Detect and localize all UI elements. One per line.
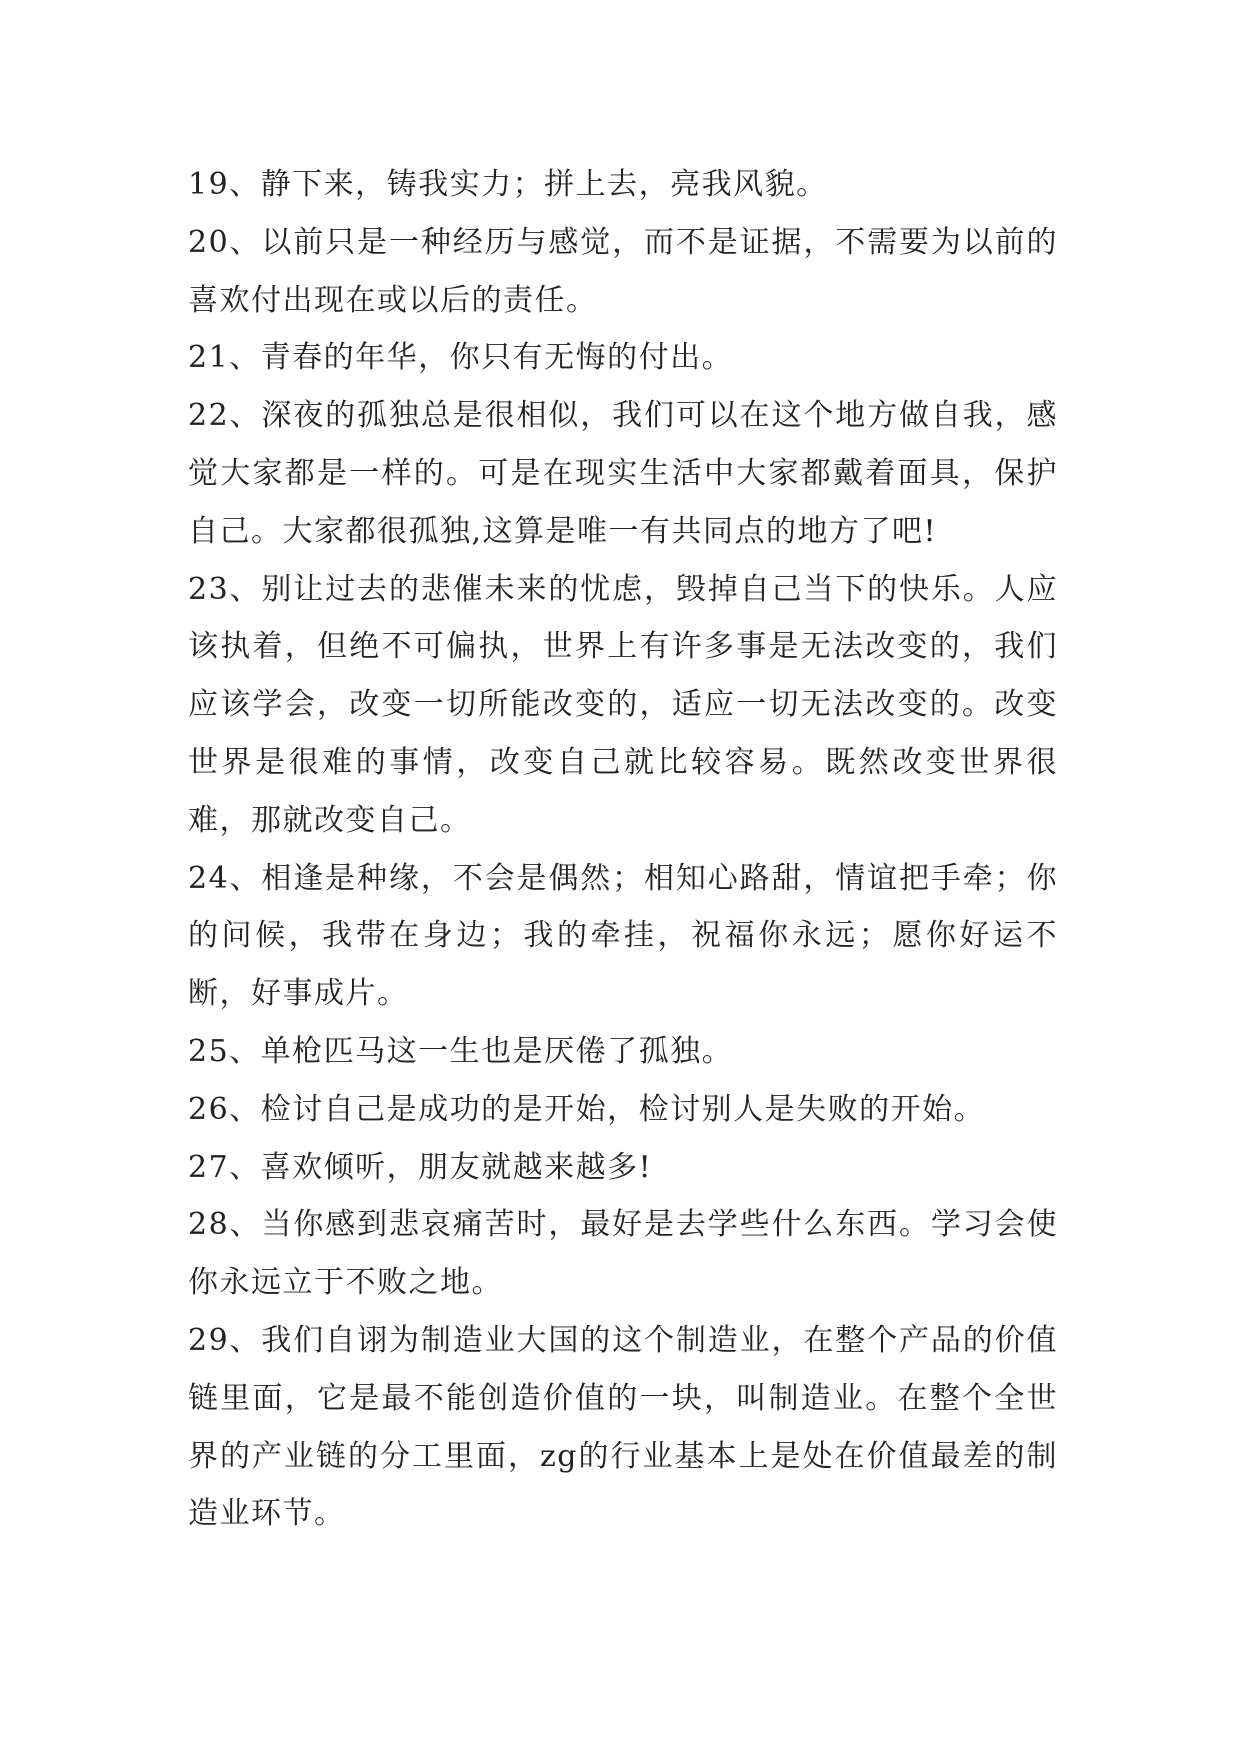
entry-20: 20、以前只是一种经历与感觉，而不是证据，不需要为以前的喜欢付出现在或以后的责任。 bbox=[188, 224, 1058, 318]
entry-25: 25、单枪匹马这一生也是厌倦了孤独。 bbox=[188, 1033, 734, 1069]
entry-27: 27、喜欢倾听，朋友就越来越多! bbox=[188, 1149, 653, 1185]
entry-26: 26、检讨自己是成功的是开始，检讨别人是失败的开始。 bbox=[188, 1091, 986, 1127]
entry-29: 29、我们自诩为制造业大国的这个制造业，在整个产品的价值链里面，它是最不能创造价值的一块，叫制造业。在整个全世界的产业链的分工里面，zg的行业基本上是处在价值最差的制造业环节。 bbox=[188, 1322, 1058, 1532]
entry-21: 21、青春的年华，你只有无悔的付出。 bbox=[188, 340, 734, 376]
entry-19: 19、静下来，铸我实力；拼上去，亮我风貌。 bbox=[188, 167, 828, 202]
entry-22: 22、深夜的孤独总是很相似，我们可以在这个地方做自我，感觉大家都是一样的。可是在现实生活中大家都戴着面具，保护自己。大家都很孤独,这算是唯一有共同点的地方了吧! bbox=[188, 398, 1058, 549]
entry-23: 23、别让过去的悲催未来的忧虑，毁掉自己当下的快乐。人应该执着，但绝不可偏执，世界上有许多事是无法改变的，我们应该学会，改变一切所能改变的，适应一切无法改变的。改变世界是很难的事情，改变自己就比较容易。既然改变世界很难，那就改变自己。 bbox=[188, 571, 1058, 838]
entry-24: 24、相逢是种缘，不会是偶然；相知心路甜，情谊把手牵；你的问候，我带在身边；我的牵挂，祝福你永远；愿你好运不断，好事成片。 bbox=[188, 860, 1058, 1012]
document-body bbox=[188, 156, 1058, 1543]
entry-28: 28、当你感到悲哀痛苦时，最好是去学些什么东西。学习会使你永远立于不败之地。 bbox=[188, 1207, 1058, 1301]
